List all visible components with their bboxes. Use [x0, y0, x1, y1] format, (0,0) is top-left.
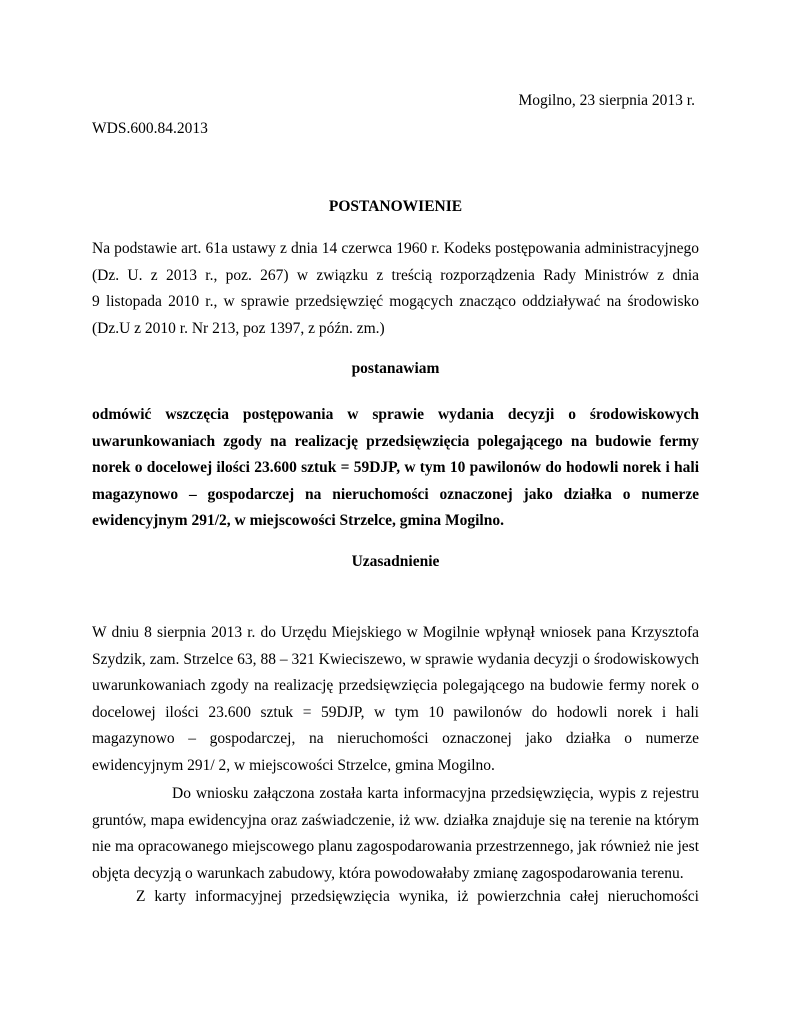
text-line: magazynowo – gospodarczej na nieruchomości oznaczonej jako działka o numerze: [92, 485, 699, 503]
text-line: docelowej ilości 23.600 sztuk = 59DJP, w tym 10 pawilonów do hodowli norek i hali: [92, 703, 699, 721]
text-line: objęta decyzją o warunkach zabudowy, która powodowałaby zmianę zagospodarowania terenu.: [92, 864, 684, 882]
text-line: W dniu 8 sierpnia 2013 r. do Urzędu Miejskiego w Mogilnie wpłynął wniosek pana Krzysztofa: [92, 624, 699, 641]
text-line: Na podstawie art. 61a ustawy z dnia 14 czerwca 1960 r. Kodeks postępowania administracyjnego: [92, 240, 699, 257]
text-line: Szydzik, zam. Strzelce 63, 88 – 321 Kwieciszewo, w sprawie wydania decyzji o środowiskowych: [92, 650, 699, 668]
text-line: ewidencyjnym 291/ 2, w miejscowości Strzelce, gmina Mogilno.: [92, 756, 495, 774]
text-line: (Dz. U. z 2013 r., poz. 267) w związku z treścią rozporządzenia Rady Ministrów z dnia: [92, 266, 699, 284]
decide-heading: postanawiam: [351, 360, 440, 377]
decision-paragraph: [92, 402, 699, 535]
text-line: Do wniosku załączona została karta informacyjna przedsięwzięcia, wypis z rejestru: [172, 785, 699, 802]
text-line: magazynowo – gospodarczej, na nieruchomości oznaczonej jako działka o numerze: [92, 730, 699, 747]
text-line: (Dz.U z 2010 r. Nr 213, poz 1397, z późn. zm.): [92, 319, 385, 337]
justification-paragraph-2: [92, 781, 699, 887]
text-line: odmówić wszczęcia postępowania w sprawie wydania decyzji o środowiskowych: [92, 406, 699, 423]
place-date: Mogilno, 23 sierpnia 2013 r.: [518, 92, 695, 109]
justification-paragraph-1: [92, 620, 699, 779]
text-line: Z karty informacyjnej przedsięwzięcia wynika, iż powierzchnia całej nieruchomości: [136, 888, 699, 905]
text-line: uwarunkowaniach zgody na realizację przedsięwzięcia polegającego na budowie fermy norek o: [92, 677, 699, 694]
text-line: gruntów, mapa ewidencyjna oraz zaświadczenie, iż ww. działka znajduje się na terenie na którym: [92, 811, 699, 829]
text-line: norek o docelowej ilości 23.600 sztuk = 59DJP, w tym 10 pawilonów do hodowli norek i hali: [92, 459, 699, 476]
text-line: nie ma opracowanego miejscowego planu zagospodarowania przestrzennego, jak również nie jest: [92, 838, 699, 855]
document-title: POSTANOWIENIE: [328, 198, 463, 215]
text-line: 9 listopada 2010 r., w sprawie przedsięwzięć mogących znacząco oddziaływać na środowisko: [92, 293, 699, 310]
justification-paragraph-3: [92, 884, 699, 911]
justification-heading: Uzasadnienie: [351, 553, 440, 570]
legal-basis-paragraph: [92, 236, 699, 342]
text-line: uwarunkowaniach zgody na realizację przedsięwzięcia polegającego na budowie fermy: [92, 432, 699, 450]
reference-number: WDS.600.84.2013: [92, 120, 208, 137]
text-line: ewidencyjnym 291/2, w miejscowości Strzelce, gmina Mogilno.: [92, 512, 504, 529]
